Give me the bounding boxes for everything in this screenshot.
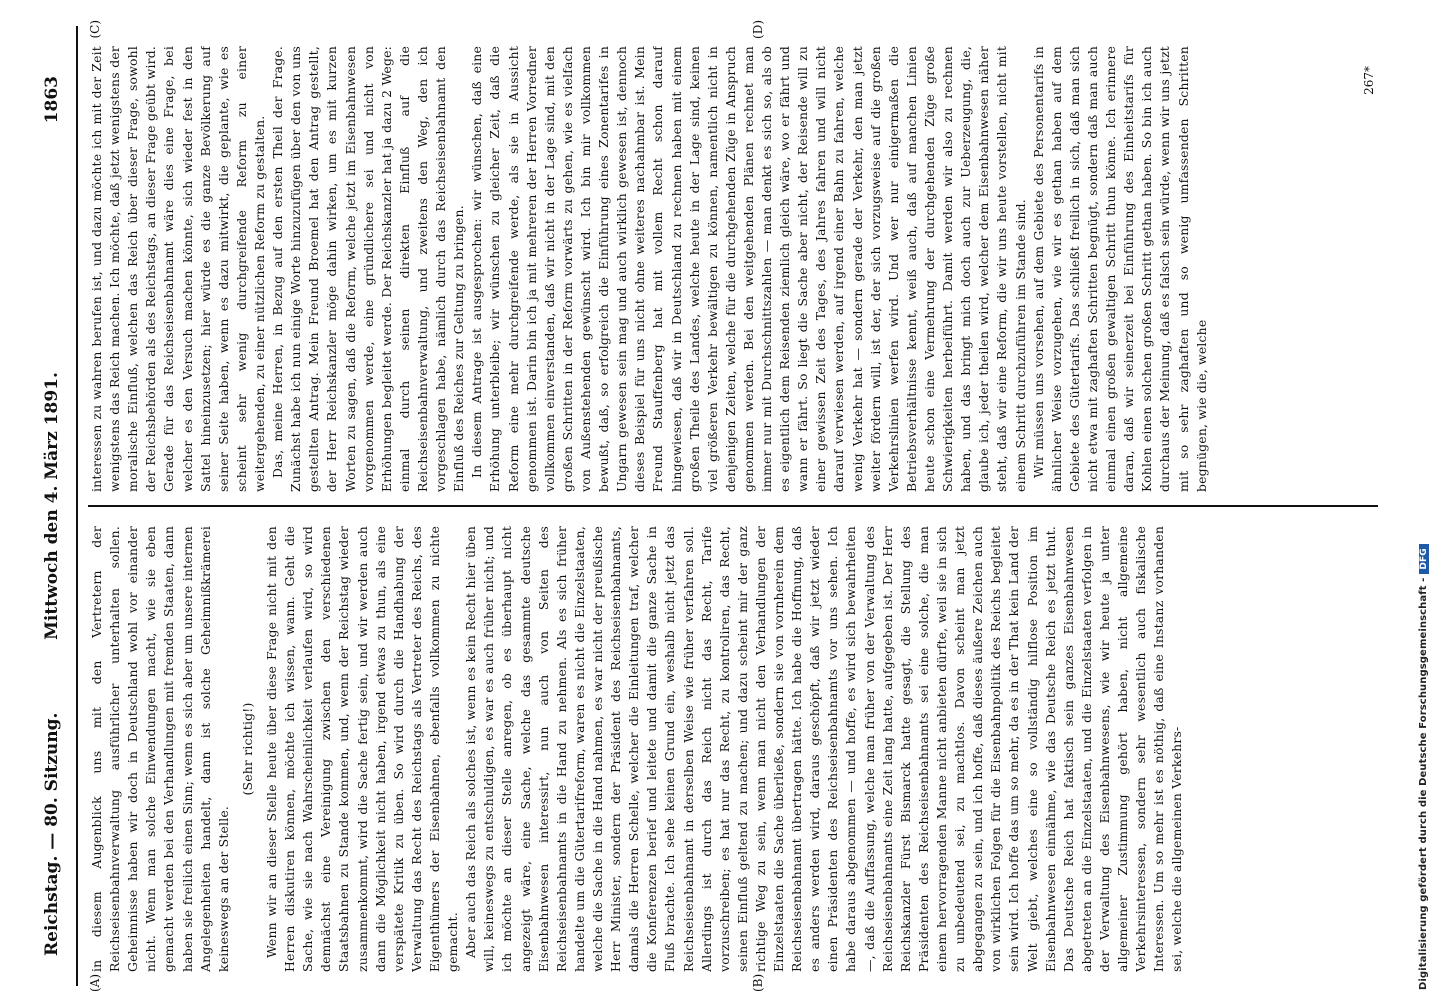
header-date: Mittwoch den 4. März 1891. (42, 372, 62, 640)
paragraph: In diesem Antrage ist ausgesprochen: wir wünschen, daß eine Erhöhung unterbleibe; wir wünschen zu gleicher Zeit, daß die Reform eine mehr durchgreifende werde, als sie in Aussicht genommen ist. Darin bin ich ja mit mehreren der Herren Vorredner vollkommen einverstanden, daß wir nicht in der Lage sind, mit den großen Schritten in der Reform vorwärts zu gehen, wie es vielfach von Außenstehenden gewünscht wird. Ich bin mir vollkommen bewußt, daß, so erfolgreich die Einführung eines Zonentarifes in Ungarn gewesen sein mag und auch wirklich gewesen ist, dennoch dieses Beispiel für uns nicht ohne weiteres nachahmbar ist. Mein Freund Stauffenberg hat mit vollem Recht schon darauf hingewiesen, daß wir in Deutschland zu rechnen haben mit einem großen Theile des Landes, welche heute in der Lage sind, keinen viel größeren Verkehr bewältigen zu können, namentlich nicht in denjenigen Zeiten, welche für die durchgehenden Züge in Anspruch genommen werden. Bei den weitgehenden Plänen rechnet man immer nur mit Durchschnittszahlen — man denkt es sich so, als ob es eigentlich dem Reisenden ziemlich gleich wäre, wo er fährt und wann er fährt. So liegt die Sache aber nicht, der Reisende will zu einer gewissen Zeit des Tages, des Jahres fahren und will nicht darauf verwiesen werden, auf irgend einer Bahn zu fahren, welche wenig Verkehr hat — sondern gerade der Verkehr, den man jetzt weiter fördern will, ist der, der sich vorzugsweise auf die großen Verkehrslinien werfen wird. Und wer nur einigermaßen die Betriebsverhältnisse kennt, weiß auch, daß auf manchen Linien heute schon eine Vermehrung der durchgehenden Züge große Schwierigkeiten herbeiführt. Damit werden wir also zu rechnen haben, und das bringt mich doch auch zur Ueberzeugung, die, glaube ich, jeder theilen wird, welcher dem Eisenbahnwesen näher steht, daß wir eine Reform, die wir uns heute vorstellen, nicht mit einem Schritt durchzuführen im Stande sind. (469, 46, 1028, 492)
rotated-page (36, 20, 1396, 992)
right-column (88, 46, 1378, 492)
paragraph: Wenn wir an dieser Stelle heute über diese Frage nicht mit den Herren diskutiren können, möchte ich wissen, wann. Geht die Sache, wie sie nach Wahrscheinlichkeit verlaufen wird, so wird demnächst eine Vereinigung zwischen den verschiedenen Staatsbahnen zu Stande kommen, und, wenn der Reichstag wieder zusammenkommt, wird die Sache fertig sein, und wir werden auch dann die Möglichkeit nicht haben, irgend etwas zu thun, als eine verspätete Kritik zu üben. So wird durch die Handhabung der Verwaltung das Recht des Reichstags als Vertreter des Reichs, des Eigenthümers der Eisenbahnen, ebenfalls vollkommen zu nichte gemacht. (263, 526, 461, 972)
left-column (88, 526, 1378, 972)
paragraph: Das, meine Herren, in Bezug auf den ersten Theil der Frage. Zunächst habe ich nun einige Worte hinzuzufügen über den von uns gestellten Antrag. Mein Freund Broemel hat den Antrag gestellt, der Herr Reichskanzler möge dahin wirken, um es mit kurzen Worten zu sagen, daß die Reform, welche jetzt im Eisenbahnwesen vorgenommen werde, eine gründlichere sei und nicht von Erhöhungen begleitet werde. Der Reichskanzler hat ja dazu 2 Wege: einmal durch seinen direkten Einfluß auf die Reichseisenbahnverwaltung, und zweitens den Weg, den ich vorgeschlagen habe, nämlich durch das Reichseisenbahnamt den Einfluß des Reiches zur Geltung zu bringen. (270, 46, 467, 492)
page-header (36, 26, 66, 986)
header-rule (76, 26, 78, 986)
column-marker-c: (C) (88, 20, 102, 39)
dfg-watermark (1418, 544, 1429, 990)
header-session: Reichstag. — 80. Sitzung. (42, 712, 62, 956)
interjection: (Sehr richtig!) (239, 702, 255, 796)
watermark-text: Digitalisierung gefördert durch die Deutsche Forschungsgemeinschaft - (1418, 577, 1429, 990)
header-page-number: 1863 (42, 76, 62, 124)
paragraph: Aber auch das Reich als solches ist, wenn es kein Recht hier üben will, keineswegs zu entschuldigen, es war es auch früher nicht; und ich möchte an dieser Stelle anregen, ob es überhaupt nicht angezeigt wäre, eine Sache, welche das gesammte deutsche Eisenbahnwesen interessirt, nun auch von Seiten des Reichseisenbahnamts in die Hand zu nehmen. Als es sich früher handelte um die Gütertarifreform, waren es nicht die Einzelstaaten, welche die Sache in die Hand nahmen, es war nicht der preußische Herr Minister, sondern der Präsident des Reichseisenbahnamts, damals die Herren Schelle, welcher die Einleitungen traf, welcher die Konferenzen berief und leitete und damit die ganze Sache in Fluß brachte. Ich sehe keinen Grund ein, weshalb nicht jetzt das Reichseisenbahnamt in derselben Weise wie früher verfahren soll. Allerdings ist durch das Reich nicht das Recht, Tarife vorzuschreiben; es hat nur das Recht, zu kontroliren, das Recht, seinen Einfluß geltend zu machen; und dazu scheint mir der ganz richtige Weg zu sein, wenn man nicht den Verhandlungen der Einzelstaaten die Sache überließe, sondern sie von vornherein dem Reichseisenbahnamt übertragen hätte. Ich habe die Hoffnung, daß es anders werden wird, daraus geschöpft, daß wir jetzt wieder einen Präsidenten des Reichseisenbahnamts vor uns sehen. Ich habe daraus abgenommen — und hoffe, es wird sich bewahrheiten —, daß die Auffassung, welche man früher von der Verwaltung des Reichseisenbahnamts eine Zeit lang hatte, aufgegeben ist. Der Herr Reichskanzler Fürst Bismarck hatte gesagt, die Stellung des Präsidenten des Reichseisenbahnamts sei eine solche, die man einem hervorragenden Manne nicht anbieten dürfte, weil sie in sich zu unbedeutend sei, zu machtlos. Davon scheint man jetzt abgegangen zu sein, und ich hoffe, daß dieses äußere Zeichen auch von wirklichen Folgen für die Eisenbahnpolitik des Reichs begleitet sein wird. Ich hoffe das um so mehr, da es in der That kein Land der Welt giebt, welches eine so vollständig hilflose Position im Eisenbahnwesen einnähme, wie das Deutsche Reich es jetzt thut. Das Deutsche Reich hat faktisch sein ganzes Eisenbahnwesen abgetreten an die Einzelstaaten, und die Einzelstaaten verfolgen in der Verwaltung des Eisenbahnwesens, wie wir heute ja unter allgemeiner Zustimmung gehört haben, nicht allgemeine Verkehrsinteressen, sondern sehr wesentlich auch fiskalische Interessen. Um so mehr ist es nöthig, daß eine Instanz vorhanden sei, welche die allgemeinen Verkehrs- (463, 526, 1185, 972)
paragraph: in diesem Augenblick uns mit den Vertretern der Reichseisenbahnverwaltung ausführlicher unterhalten sollen. Geheimnisse haben wir doch in Deutschland wohl vor einander nicht. Wenn man solche Einwendungen macht, wie sie eben gemacht werden bei den Verhandlungen mit fremden Staaten, dann haben sie freilich einen Sinn; wenn es sich aber um unsere internen Angelegenheiten handelt, dann ist solche Geheimnißkrämerei keineswegs an der Stelle. (89, 526, 231, 972)
paragraph: interessen zu wahren berufen ist, und dazu möchte ich mit der Zeit wenigstens das Reich machen. Ich möchte, daß jetzt wenigstens der moralische Einfluß, welchen das Reich über dieser Frage, sowohl der Reichsbehörden als des Reichstags, an dieser Frage geübt wird. Gerade für das Reichseisenbahnamt wäre dies eine Frage, bei welcher es den Versuch machen könnte, sich wieder fest in den Sattel hineinzusetzen; hier würde es die ganze Bevölkerung auf seiner Seite haben, wenn es dazu mitwirkt, die geplante, wie es scheint sehr wenig durchgreifende Reform zu einer weitergehenden, zu einer nützlichen Reform zu gestalten. (89, 46, 267, 492)
column-divider (88, 505, 1378, 507)
column-marker-a: (A) (88, 973, 102, 992)
signature-mark: 267* (1362, 66, 1376, 95)
paragraph: Wir müssen uns vorsehen, auf dem Gebiete des Personentarifs in ähnlicher Weise vorzugehen, wie wir es gethan haben auf dem Gebiete des Gütertarifs. Das schließt freilich in sich, daß man sich nicht etwa mit zaghaften Schritten begnügt, sondern daß man auch einmal einen großen gewaltigen Schritt thun könne. Ich erinnere daran, daß wir seinerzeit bei Einführung des Einheitstarifs für Kohlen einen solchen großen Schritt gethan haben. So bin ich auch durchaus der Meinung, daß es falsch sein würde, wenn wir uns jetzt mit so sehr zaghaften und so wenig umfassenden Schritten begnügen, wie die, welche (1030, 46, 1209, 492)
dfg-logo: DFG (1419, 544, 1429, 573)
column-marker-b: (B) (751, 973, 765, 992)
column-marker-d: (D) (751, 20, 765, 39)
